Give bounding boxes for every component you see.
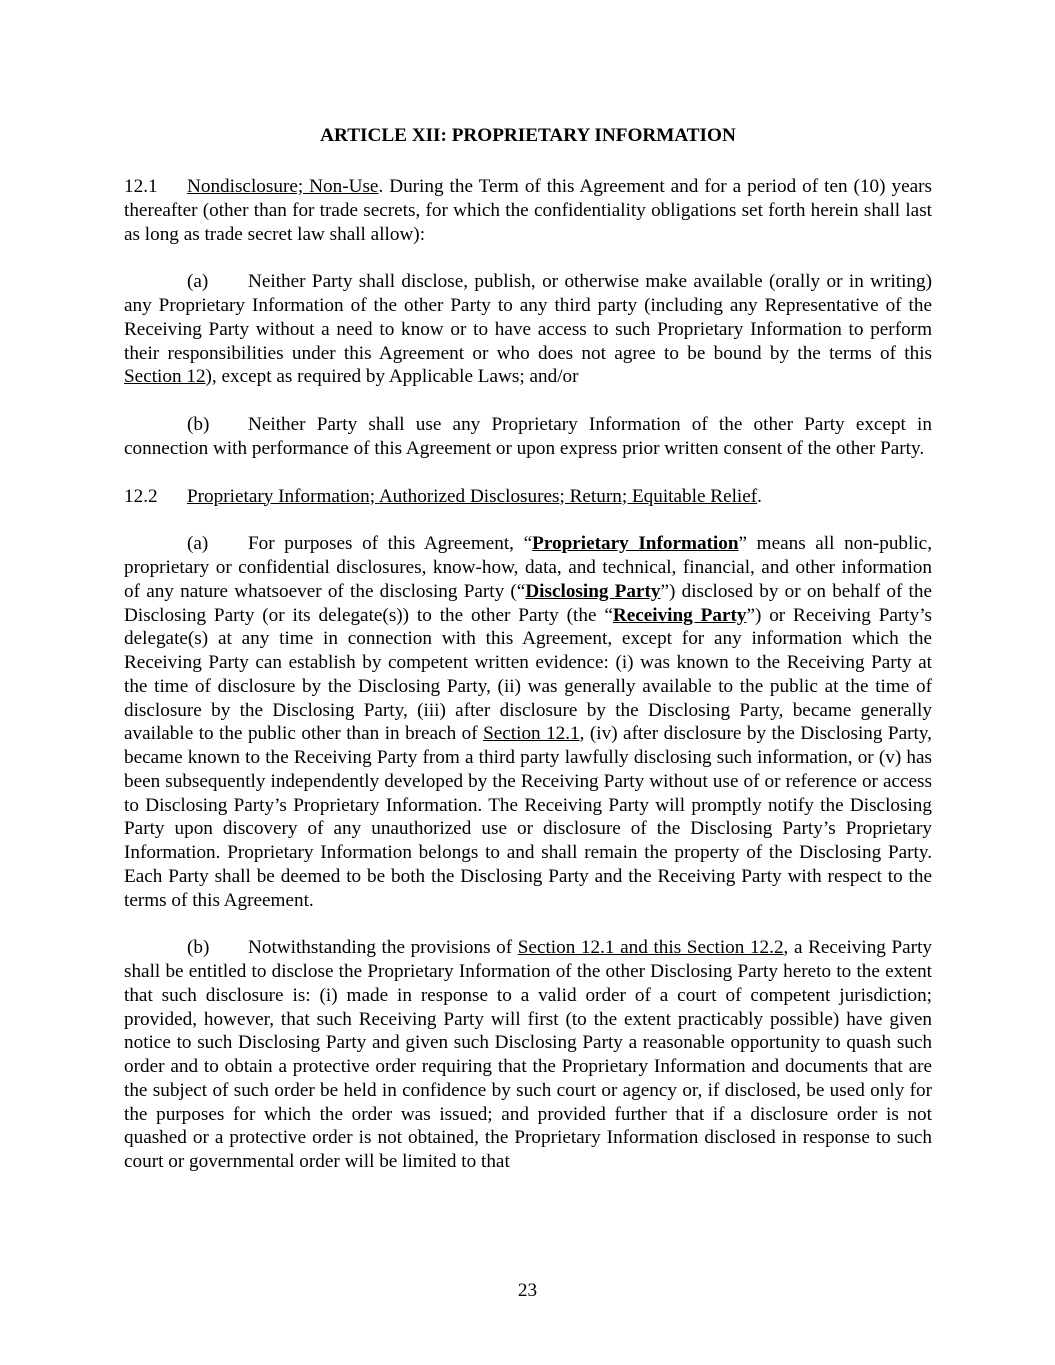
clause-12-1-a <box>124 270 932 389</box>
clause-12-2-a <box>124 532 932 912</box>
section-number: 12.2 <box>124 485 158 507</box>
defined-term-receiving-party: Receiving Party <box>612 604 747 626</box>
section-heading: Proprietary Information; Authorized Disclosures; Return; Equitable Relief <box>187 485 758 507</box>
clause-text: Notwithstanding the provisions of <box>248 937 518 959</box>
clause-text: ”) or Receiving Party’s delegate(s) at any time in connection with this Agreement, except for any information which the Receiving Party can establish by competent written evidence: (i) was known to the Receiving Party at the time of disclosure by the Disclosing Party, (ii) was generally available to the public at the time of disclosure by the Disclosing Party, (iii) after disclosure by the Disclosing Party, became generally available to the public other than in breach of <box>124 604 932 745</box>
clause-text: , (iv) after disclosure by the Disclosing Party, became known to the Receiving Party from a third party lawfully disclosing such information, or (v) has been subsequently independently developed by the Receiving Party without use of or reference or access to Disclosing Party’s Proprietary Information. The Receiving Party will promptly notify the Disclosing Party upon discovery of any unauthorized use or disclosure of the Disclosing Party’s Proprietary Information. Proprietary Information belongs to and shall remain the property of the Disclosing Party. Each Party shall be deemed to be both the Disclosing Party and the Receiving Party with respect to the terms of this Agreement. <box>124 723 932 911</box>
clause-label: (b) <box>187 414 210 435</box>
clause-label: (a) <box>187 271 209 293</box>
section-reference: Section 12 <box>124 366 206 388</box>
document-page <box>124 124 932 1198</box>
section-12-1 <box>124 175 932 246</box>
defined-term-disclosing-party: Disclosing Party <box>525 580 661 602</box>
section-reference: Section 12.1 and this Section 12.2 <box>517 937 784 959</box>
clause-label: (a) <box>187 533 209 555</box>
defined-term-proprietary-information: Proprietary Information <box>532 533 739 555</box>
clause-text: For purposes of this Agreement, “ <box>248 533 533 555</box>
section-number: 12.1 <box>124 176 158 197</box>
clause-text: ), except as required by Applicable Laws; and/or <box>205 366 579 388</box>
section-12-2 <box>124 485 932 509</box>
clause-label: (b) <box>187 937 210 959</box>
clause-12-2-b <box>124 936 932 1174</box>
clause-text: ”) disclosed by or on behalf of the Disclosing Party (or its delegate(s)) to the other Party (the “ <box>124 580 932 626</box>
section-heading: Nondisclosure; Non-Use <box>187 176 379 197</box>
clause-text: Neither Party shall use any Proprietary Information of the other Party except in connection with performance of this Agreement or upon express prior written consent of the other Party. <box>124 414 932 459</box>
article-title: ARTICLE XII: PROPRIETARY INFORMATION <box>320 125 736 146</box>
clause-text: , a Receiving Party shall be entitled to disclose the Proprietary Information of the other Disclosing Party hereto to the extent that such disclosure is: (i) made in response to a valid order of a court of competent jurisdiction; provided, however, that such Receiving Party will first (to the extent practicably possible) have given notice to such Disclosing Party and given such Disclosing Party a reasonable opportunity to quash such order and to obtain a protective order requiring that the Proprietary Information and documents that are the subject of such order be held in confidence by such court or agency or, if disclosed, be used only for the purposes for which the order was issued; and provided further that if a disclosure order is not quashed or a protective order is not obtained, the Proprietary Information disclosed in response to such court or governmental order will be limited to that <box>124 937 932 1172</box>
section-intro: . During the Term of this Agreement and for a period of ten (10) years thereafter (other than for trade secrets, for which the confidentiality obligations set forth herein shall last as long as trade secret law shall allow): <box>124 176 932 245</box>
clause-text: Neither Party shall disclose, publish, or otherwise make available (orally or in writing) any Proprietary Information of the other Party to any third party (including any Representative of the Receiving Party without a need to know or to have access to such Proprietary Information to perform their responsibilities under this Agreement or who does not agree to be bound by the terms of this <box>124 271 932 364</box>
section-heading-end: . <box>757 485 762 507</box>
page-number: 23 <box>517 1280 538 1301</box>
clause-12-1-b <box>124 413 932 461</box>
clause-text: ” means all non-public, proprietary or confidential disclosures, know-how, data, and technical, financial, and other information of any nature whatsoever of the disclosing Party (“ <box>124 533 932 602</box>
section-reference: Section 12.1 <box>483 723 580 745</box>
